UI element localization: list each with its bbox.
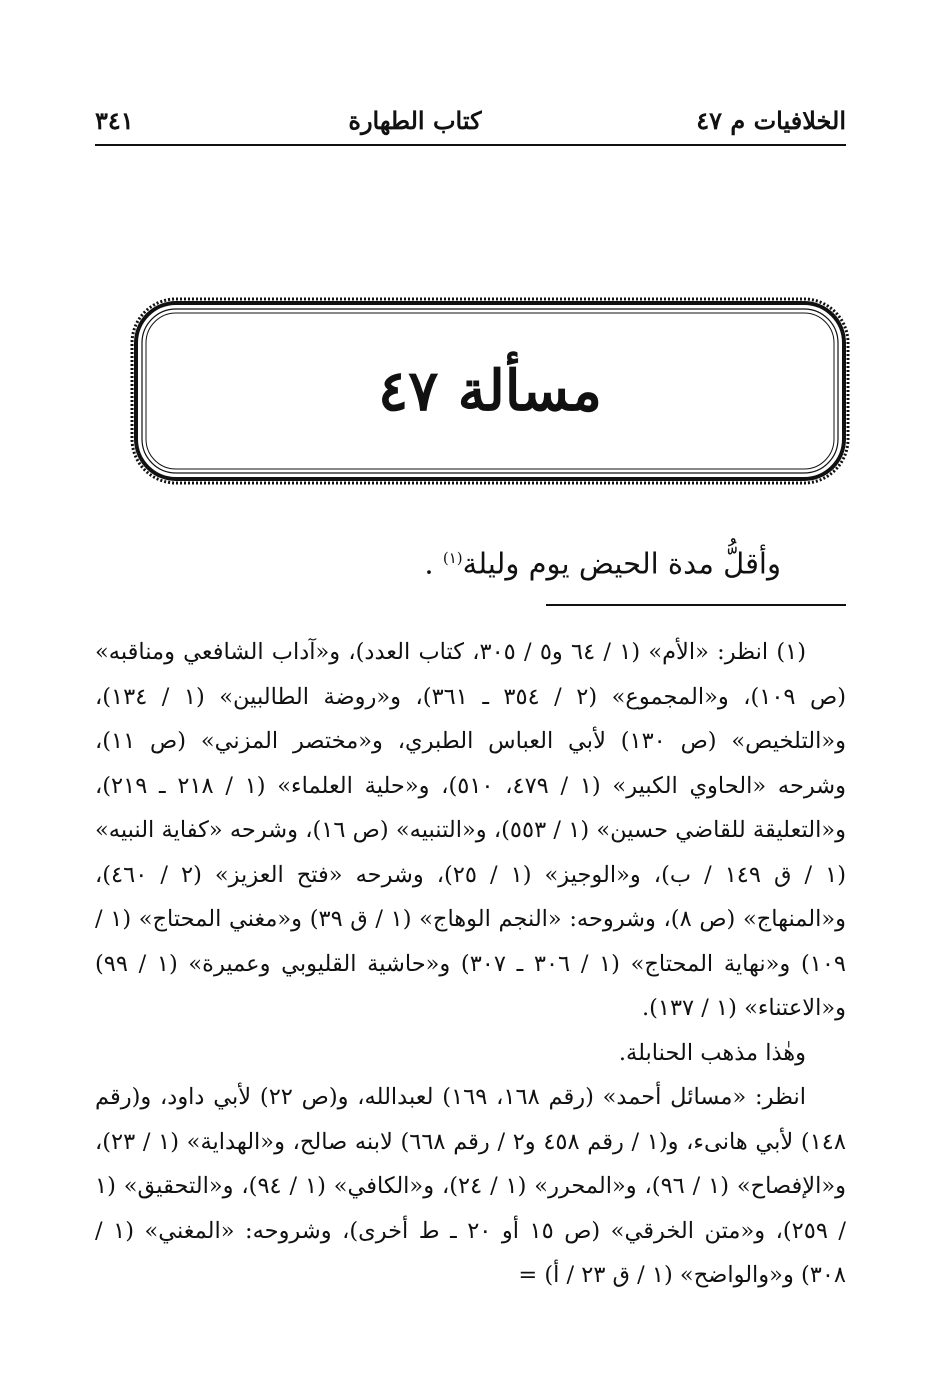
issue-title: مسألة ٤٧ (378, 358, 602, 424)
page-number: ٣٤١ (95, 105, 134, 135)
footnotes (95, 630, 846, 1298)
header-rule (95, 144, 846, 146)
running-header (95, 100, 846, 140)
footnote-separator (546, 604, 846, 606)
hanbali-references: انظر: «مسائل أحمد» (رقم ١٦٨، ١٦٩) لعبدالله، و(ص ٢٢) لأبي داود، و(رقم ١٤٨) لأبي هانىء، و(١ / رقم ٤٥٨ و٢ / رقم ٦٦٨) لابنه صالح، و«الهداية» (١ / ٢٣)، و«الإفصاح» (١ / ٩٦)، و«المحرر» (١ / ٢٤)، و«الكافي» (١ / ٩٤)، و«التحقيق» (١ / ٢٥٩)، و«متن الخرقي» (ص ١٥ أو ٢٠ ـ ط أخرى)، وشروحه: «المغني» (١ / ٣٠٨) و«والواضح» (١ / ق ٢٣ / أ) = (95, 1084, 847, 1288)
statement-end: . (424, 546, 434, 581)
header-book-ref: الخلافيات م ٤٧ (696, 105, 846, 135)
footnote-marker: (١) (442, 549, 463, 567)
hanabila-note: وهٰذا مذهب الحنابلة. (618, 1039, 806, 1066)
footnote-1: (١) انظر: «الأم» (١ / ٦٤ و٥ / ٣٠٥، كتاب العدد)، و«آداب الشافعي ومناقبه» (ص ١٠٩)، و«المجموع» (٢ / ٣٥٤ ـ ٣٦١)، و«روضة الطالبين» (١ / ١٣٤)، و«التلخيص» (ص ١٣٠) لأبي العباس الطبري، و«مختصر المزني» (ص ١١)، وشرحه «الحاوي الكبير» (١ / ٤٧٩، ٥١٠)، و«حلية العلماء» (١ / ٢١٨ ـ ٢١٩)، و«التعليقة للقاضي حسين» (١ / ٥٥٣)، و«التنبيه» (ص ١٦)، وشرحه «كفاية النبيه» (١ / ق ١٤٩ / ب)، و«الوجيز» (١ / ٢٥)، وشرحه «فتح العزيز» (٢ / ٤٦٠)، و«المنهاج» (ص ٨)، وشروحه: «النجم الوهاج» (١ / ق ٣٩) و«مغني المحتاج» (١ / ١٠٩) و«نهاية المحتاج» (١ / ٣٠٦ ـ ٣٠٧) و«حاشية القليوبي وعميرة» (١ / ٩٩) و«الاعتناء» (١ / ١٣٧). (95, 639, 847, 1021)
header-chapter-title: كتاب الطهارة (348, 105, 482, 135)
statement-text: وأقلُّ مدة الحيض يوم وليلة (462, 546, 781, 581)
main-statement (121, 536, 781, 586)
title-frame (128, 295, 852, 487)
